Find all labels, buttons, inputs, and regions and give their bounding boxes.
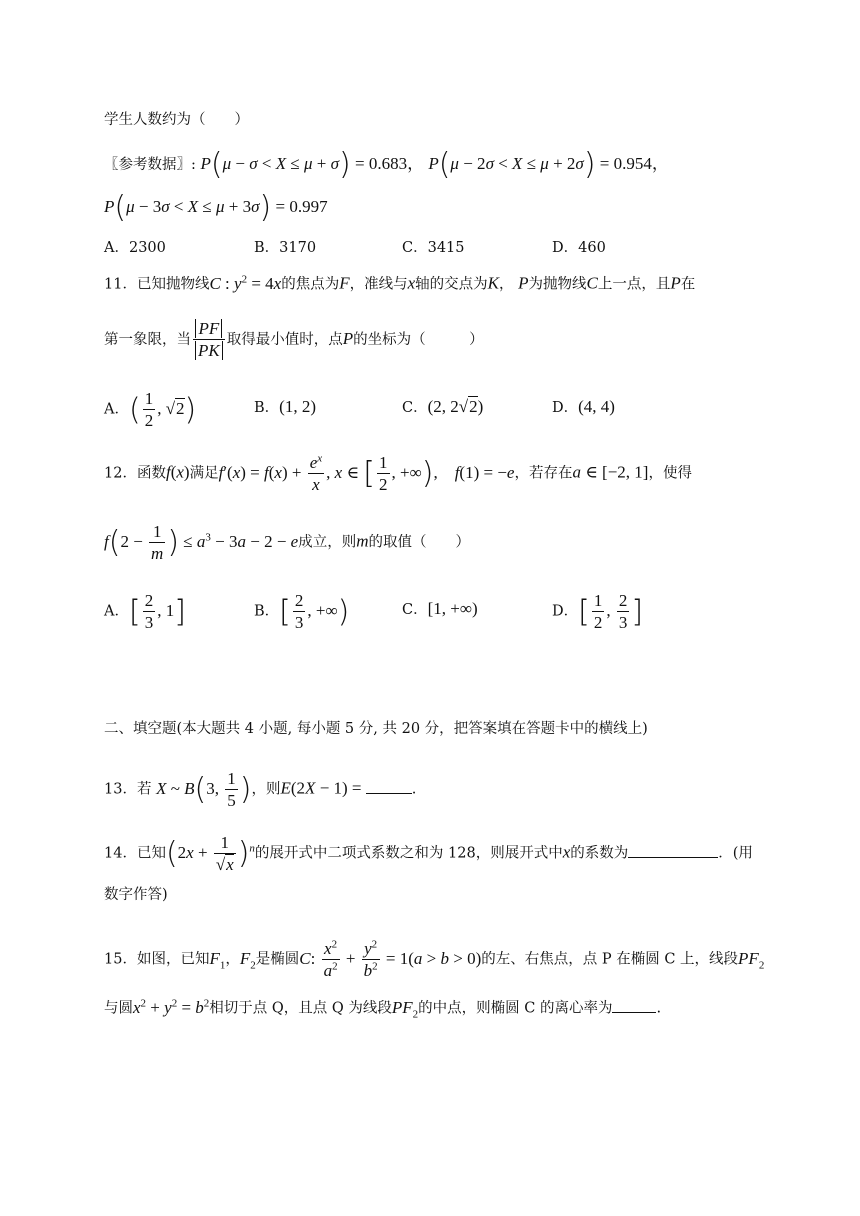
q12-number: 12．: [104, 465, 137, 482]
q10-ref2-value: 0.954: [613, 153, 652, 173]
q11-text8: 在: [680, 276, 696, 293]
q11-text11: 的坐标为（ ）: [353, 331, 484, 348]
q12-option-c[interactable]: C．[1, +∞): [402, 599, 478, 618]
q15-answer-blank[interactable]: [612, 1012, 656, 1013]
q11-text10: 取得最小值时，点: [226, 331, 343, 348]
q11-text1: 已知抛物线: [136, 276, 210, 293]
q14-stem-line2: 数字作答): [104, 887, 168, 903]
q14-number: 14．: [104, 845, 137, 862]
q15-number: 15．: [104, 951, 137, 968]
q13-number: 13．: [104, 781, 137, 798]
q11-stem-line1: 11．已知抛物线C : $y^2 = 4x$的焦点为F，准线与x轴的交点为K， P为抛物线C上一点，且P在: [104, 273, 696, 293]
q10-option-d[interactable]: D．460: [552, 240, 606, 256]
q14-text4: ．(用: [718, 845, 753, 862]
q11-option-d[interactable]: D．(4, 4): [552, 397, 615, 416]
q12-option-d[interactable]: D．[ $\frac{1}{2}$ , $\frac{2}{3}$ ]: [552, 591, 644, 633]
q15-stem-line1: 15．如图，已知$F_1$，$F_2$是椭圆C: $\frac{x^2}{a^2}$ + $\frac{y^2}{b^2}$ = 1(a > b > 0)的左、右焦点，点 P 在椭圆 C 上，线段$PF_2$: [104, 938, 765, 981]
q11-text3: ，准线与: [349, 276, 408, 293]
q14-text1: 已知: [136, 845, 166, 862]
q11-option-a[interactable]: A．( $\frac{1}{2}$ , √2): [104, 389, 197, 431]
q10-ref-label: 〖参考数据〗:: [104, 156, 196, 173]
section-heading-fill-in: 二、填空题(本大题共 4 小题, 每小题 5 分, 共 20 分，把答案填在答题卡中的横线上): [104, 721, 648, 737]
q15-text2: ，: [225, 951, 240, 968]
q15-text6: 相切于点 Q，且点 Q 为线段: [209, 1000, 392, 1017]
q12-option-b[interactable]: B．[ $\frac{2}{3}$ , +∞): [254, 591, 350, 633]
q15-text7: 的中点，则椭圆 C 的离心率为: [418, 1000, 613, 1017]
q11-text4: 轴的交点为: [415, 276, 488, 293]
q11-text6: 为抛物线: [528, 276, 587, 293]
q15-text3: 是椭圆: [255, 951, 300, 968]
q15-stem-line2: 与圆$x^2 + y^2 = b^2$相切于点 Q，且点 Q 为线段$PF_2$的中点，则椭圆 C 的离心率为 .: [104, 997, 662, 1021]
q12-text1: 函数: [136, 465, 166, 482]
q10-option-a[interactable]: A．2300: [104, 240, 166, 256]
q11-text5: ，: [499, 276, 514, 293]
q12-text3: ，若存在: [514, 465, 573, 482]
q15-text5: 与圆: [104, 1000, 133, 1017]
q12-text5: 成立，则: [298, 534, 357, 551]
q14-text2: 的展开式中二项式系数之和为 128，则展开式中: [254, 845, 563, 862]
q12-text4: ，使得: [648, 465, 692, 482]
q12-text2: 满足: [189, 465, 219, 482]
q13-text2: ，则: [251, 781, 281, 798]
q15-text4: 的左、右焦点，点 P 在椭圆 C 上，线段: [481, 951, 739, 968]
q13-text1: 若: [136, 781, 152, 798]
q10-ref3-value: 0.997: [289, 196, 328, 216]
q13-stem: 13．若 X ~ B(3, $\frac{1}{5}$ )，则E(2X − 1) = .: [104, 769, 417, 811]
q11-text9: 第一象限，当: [104, 331, 191, 348]
q13-answer-blank[interactable]: [366, 793, 412, 794]
q14-answer-blank[interactable]: [628, 857, 718, 858]
q15-text1: 如图，已知: [136, 951, 210, 968]
q12-stem-line2: f(2 − $\frac{1}{m}$ ) ≤ $a^3 - 3a - 2 - e$成立，则m的取值（ ）: [104, 522, 470, 564]
q12-option-a[interactable]: A．[ $\frac{2}{3}$ , 1]: [104, 591, 186, 633]
q10-ref1-value: 0.683: [368, 153, 408, 173]
q11-ratio-fraction: $\frac{PF}{PK}$: [193, 318, 225, 362]
q14-text3: 的系数为: [570, 845, 629, 862]
q10-reference-data-3: P(μ − 3σ < X ≤ μ + 3σ) = 0.997: [104, 190, 328, 225]
q11-option-b[interactable]: B．(1, 2): [254, 397, 316, 416]
q11-text7: 上一点，且: [597, 276, 671, 293]
q11-number: 11．: [104, 276, 137, 293]
q10-option-b[interactable]: B．3170: [254, 240, 317, 256]
q11-stem-line2: 第一象限，当 $\frac{PF}{PK}$ 取得最小值时，点P的坐标为（ ）: [104, 319, 484, 361]
q12-text6: 的取值（ ）: [368, 534, 470, 551]
q11-text2: 的焦点为: [281, 276, 340, 293]
q10-reference-data: 〖参考数据〗: P(μ − σ < X ≤ μ + σ) = 0.683， P(μ − 2σ < X ≤ μ + 2σ) = 0.954，: [104, 147, 669, 182]
q11-option-c[interactable]: C．(2, 2√2): [402, 397, 484, 416]
q14-stem-line1: 14．已知(2x + $\frac{1}{√x}$ )$^n$的展开式中二项式系数之和为 128，则展开式中x的系数为 ．(用: [104, 833, 753, 875]
q12-stem-line1: 12．函数f(x)满足f′(x) = f(x) + $\frac{e^x}{x}$ , x ∈ [ $\frac{1}{2}$ , +∞), f(1) = −e，若存在a ∈ [−2, 1]，使得: [104, 452, 692, 495]
q10-tail: 学生人数约为（ ）: [104, 112, 249, 128]
q10-option-c[interactable]: C．3415: [402, 240, 465, 256]
